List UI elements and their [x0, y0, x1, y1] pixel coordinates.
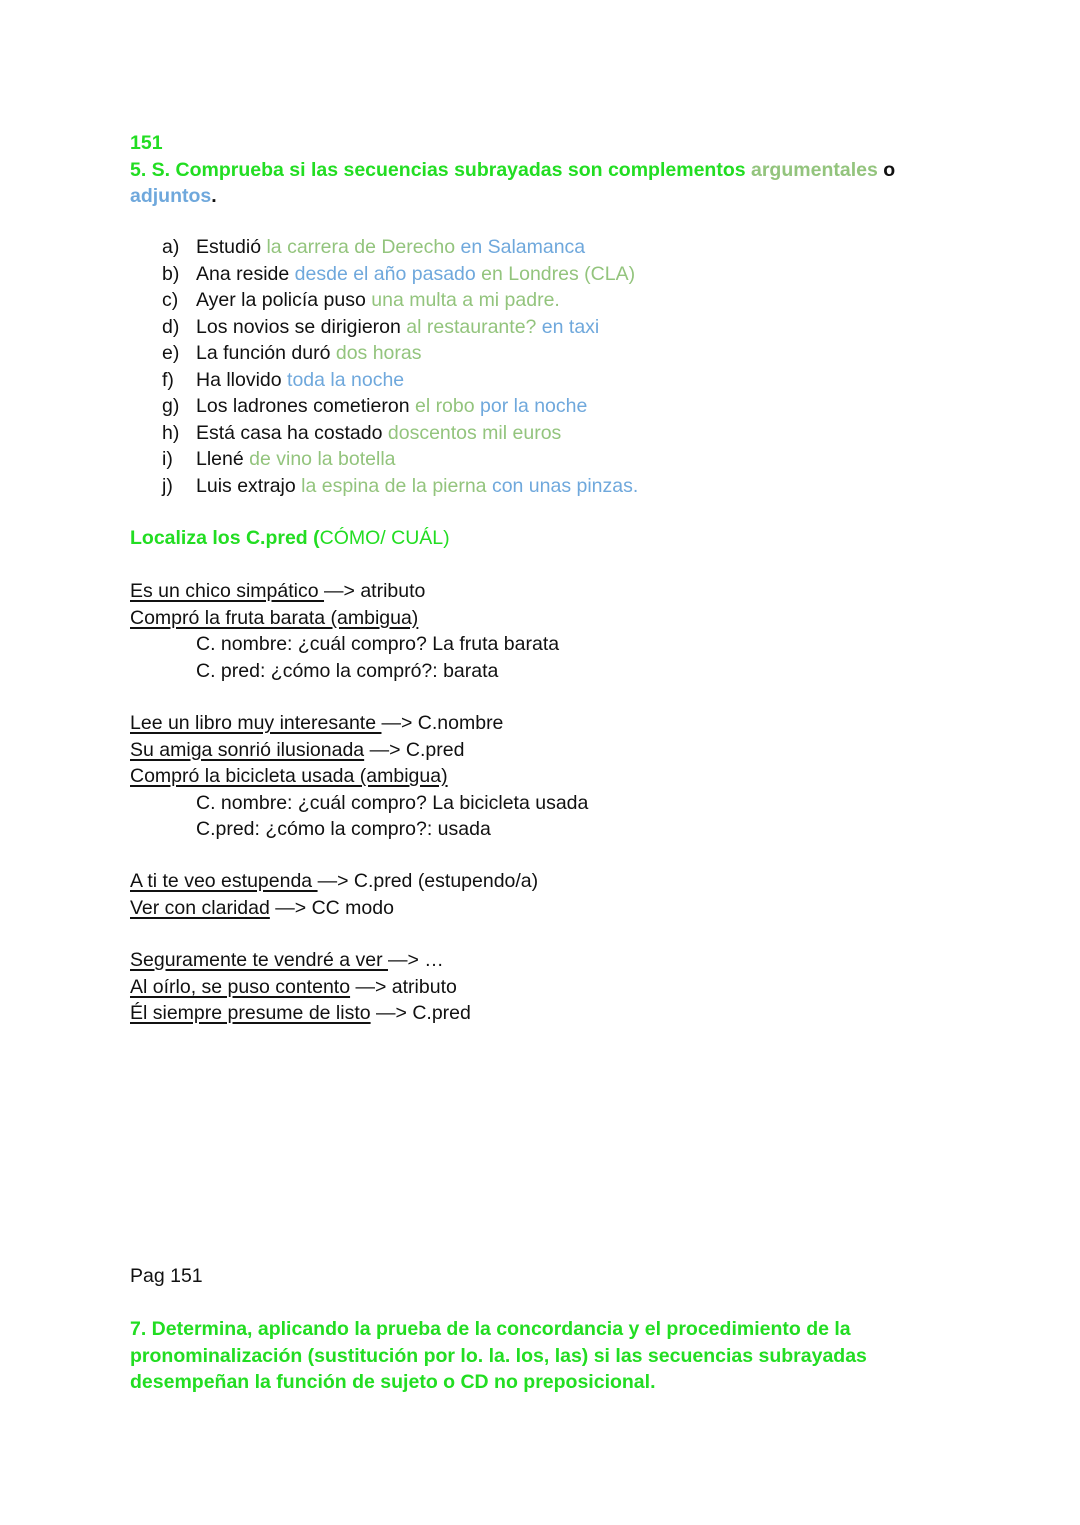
list-marker: f)	[162, 368, 174, 391]
argumental-segment: una multa a mi padre.	[371, 289, 560, 311]
analysis: —> C.pred	[364, 738, 465, 761]
argumentales-word: argumentales	[751, 158, 878, 181]
adjunto-segment: toda la noche	[287, 368, 405, 391]
exercise5-title-cont	[130, 183, 895, 210]
example-line	[130, 1000, 471, 1027]
cpred-title-rest: CÓMO/ CUÁL)	[319, 527, 450, 549]
list-marker: h)	[162, 421, 180, 444]
exercise5-prefix: 5. S. Comprueba si las secuencias subrayadas son complementos	[130, 158, 751, 181]
item-text: Llené	[196, 448, 250, 470]
list-marker: b)	[162, 262, 180, 285]
cpred-group-2	[130, 710, 588, 843]
item-text: Ana reside	[196, 262, 295, 285]
list-marker: e)	[162, 342, 180, 364]
analysis: —> C.nombre	[381, 712, 504, 734]
argumental-segment: la carrera de Derecho	[266, 236, 456, 258]
page-number-heading: 151	[130, 132, 163, 154]
underlined-sequence: Compró la fruta barata (ambigua)	[130, 606, 419, 629]
cpred-title	[130, 525, 450, 552]
list-item	[130, 473, 638, 500]
example-line	[130, 578, 559, 605]
analysis: —> atributo	[324, 580, 426, 602]
underlined-sequence: Seguramente te vendré a ver	[130, 949, 388, 971]
list-item	[130, 287, 638, 314]
exercise7-heading	[130, 1316, 867, 1396]
example-line	[130, 947, 471, 974]
cpred-title-bold: Localiza los C.pred (	[130, 527, 320, 549]
list-marker: d)	[162, 315, 180, 338]
analysis-line: C. nombre: ¿cuál compro? La fruta barata	[196, 633, 560, 655]
exercise5-title	[130, 157, 895, 184]
page-label: Pag 151	[130, 1265, 203, 1287]
analysis-line: C. nombre: ¿cuál compro? La bicicleta usada	[196, 791, 589, 814]
adjunto-segment: desde el año pasado	[294, 262, 476, 285]
argumental-segment: el robo	[414, 395, 475, 417]
argumental-segment: al restaurante?	[406, 315, 537, 338]
cpred-group-1	[130, 578, 559, 684]
cpred-group-4	[130, 947, 471, 1027]
list-item	[130, 420, 638, 447]
list-item	[130, 261, 638, 288]
cpred-group-3	[130, 868, 538, 921]
example-line	[130, 895, 538, 922]
exercise7-line: pronominalización (sustitución por lo. la. los, las) si las secuencias subrayadas	[130, 1344, 867, 1367]
example-line	[130, 605, 559, 632]
adjuntos-word: adjuntos	[130, 185, 212, 207]
argumental-segment: de vino la botella	[249, 448, 396, 470]
analysis: —> CC modo	[269, 896, 394, 919]
exercise7-line: 7. Determina, aplicando la prueba de la concordancia y el procedimiento de la	[130, 1318, 851, 1340]
item-text: La función duró	[196, 342, 336, 364]
adjunto-segment: por la noche	[474, 395, 588, 417]
list-item	[130, 314, 638, 341]
analysis: —> atributo	[350, 975, 457, 998]
underlined-sequence: Su amiga sonrió ilusionada	[130, 738, 365, 761]
list-item	[130, 367, 638, 394]
example-line	[130, 974, 471, 1001]
underlined-sequence: Es un chico simpático	[130, 580, 325, 602]
item-text: Los ladrones cometieron	[196, 395, 415, 417]
analysis-line: C.pred: ¿cómo la compro?: usada	[196, 818, 491, 840]
underlined-sequence: A ti te veo estupenda	[130, 870, 318, 892]
example-line	[130, 710, 588, 737]
underlined-sequence: Lee un libro muy interesante	[130, 712, 382, 734]
example-line	[130, 763, 588, 790]
argumental-segment: doscentos mil euros	[387, 421, 562, 444]
argumental-segment: en Londres (CLA)	[475, 262, 636, 285]
list-item	[130, 234, 638, 261]
list-item	[130, 340, 638, 367]
list-item	[130, 393, 638, 420]
example-line	[130, 868, 538, 895]
list-marker: c)	[162, 289, 179, 311]
argumental-segment: dos horas	[335, 342, 422, 364]
argumental-segment: la espina de la pierna	[301, 474, 487, 497]
underlined-sequence: Al oírlo, se puso contento	[130, 975, 351, 998]
adjunto-segment: en Salamanca	[455, 236, 586, 258]
analysis-line: C. pred: ¿cómo la compró?: barata	[196, 659, 499, 682]
period: .	[211, 185, 217, 207]
list-marker: g)	[162, 395, 180, 417]
underlined-sequence: Él siempre presume de listo	[130, 1002, 371, 1024]
exercise7-line: desempeñan la función de sujeto o CD no preposicional.	[130, 1371, 656, 1393]
underlined-sequence: Compró la bicicleta usada (ambigua)	[130, 765, 448, 787]
list-marker: i)	[162, 448, 173, 470]
adjunto-segment: en taxi	[536, 315, 600, 338]
underlined-sequence: Ver con claridad	[130, 896, 270, 919]
analysis: —> C.pred	[370, 1002, 471, 1024]
adjunto-segment: con unas pinzas.	[486, 474, 639, 497]
item-text: Los novios se dirigieron	[196, 315, 407, 338]
example-line	[130, 737, 588, 764]
list-marker: j)	[162, 474, 173, 497]
exercise5-list	[130, 234, 638, 499]
item-text: Ha llovido	[196, 368, 288, 391]
analysis: —> …	[388, 949, 444, 971]
list-item	[130, 446, 638, 473]
item-text: Estudió	[196, 236, 267, 258]
item-text: Está casa ha costado	[196, 421, 388, 444]
item-text: Ayer la policía puso	[196, 289, 372, 311]
item-text: Luis extrajo	[196, 474, 302, 497]
analysis: —> C.pred (estupendo/a)	[317, 870, 539, 892]
list-marker: a)	[162, 236, 180, 258]
o-word: o	[877, 158, 896, 181]
exercise5-header	[130, 130, 895, 210]
